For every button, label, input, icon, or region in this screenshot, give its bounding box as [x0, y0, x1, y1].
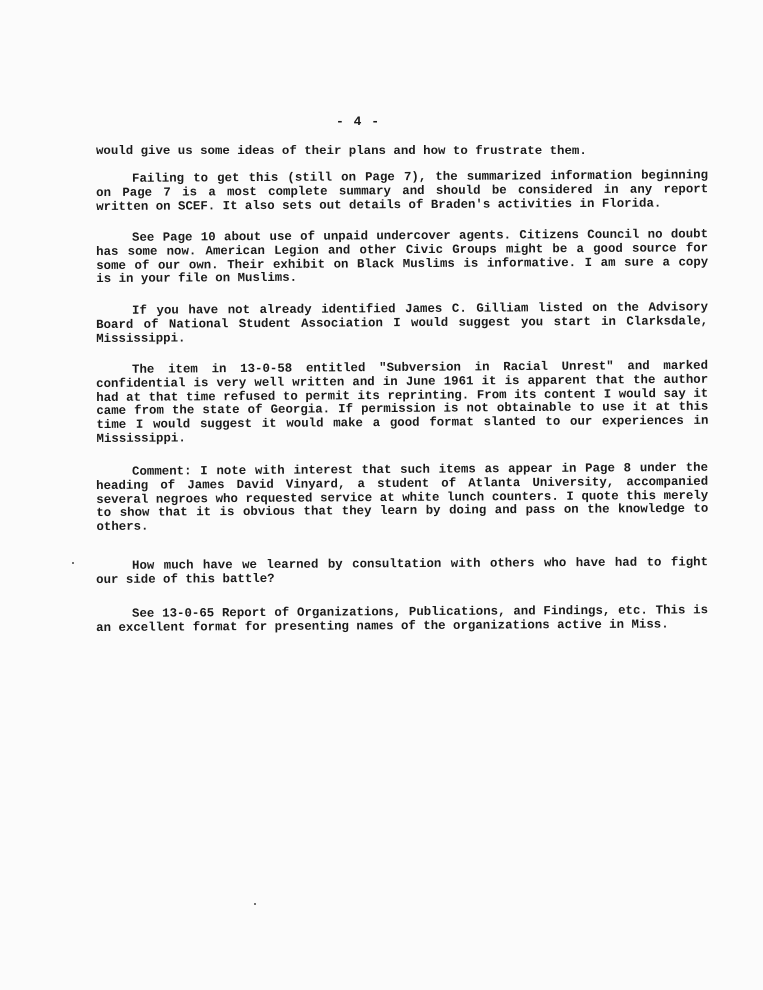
- scan-speck: [254, 903, 256, 905]
- paragraph-subversion-item: The item in 13-0-58 entitled "Subversion in Racial Unrest" and marked confidential is very well written and in June 1961 it is apparent that the author had at that time refused to permit its reprinting. From its content I would say it came from the state of Georgia. If permission is not obtainable to use it at this time I would suggest it would make a good format slanted to our experiences in Mississippi.: [96, 358, 709, 446]
- paragraph-failing-to-get: Failing to get this (still on Page 7), the summarized information beginning on Page 7 is a most complete summary and should be considered in any report written on SCEF. It also sets out details of Braden's activities in Florida.: [96, 168, 709, 214]
- page-number: - 4 -: [336, 114, 381, 129]
- scan-speck: [72, 562, 74, 564]
- paragraph-report-organizations: See 13-0-65 Report of Organizations, Publications, and Findings, etc. This is an excellent format for presenting names of the organizations active in Miss.: [96, 603, 709, 635]
- paragraph-continuation: would give us some ideas of their plans and how to frustrate them.: [96, 144, 587, 158]
- paragraph-page-10-agents: See Page 10 about use of unpaid undercover agents. Citizens Council no doubt has some now. American Legion and other Civic Groups might be a good source for some of our own. Their exhibit on Black Muslims is informative. I am sure a copy is in your file on Muslims.: [96, 227, 709, 287]
- paragraph-comment: Comment: I note with interest that such items as appear in Page 8 under the heading of James David Vinyard, a student of Atlanta University, accompanied several negroes who requested service at white lunch counters. I quote this merely to show that it is obvious that they learn by doing and pass on the knowledge to others.: [96, 460, 709, 535]
- paragraph-consultation: How much have we learned by consultation with others who have had to fight our side of this battle?: [96, 555, 709, 587]
- paragraph-gilliam: If you have not already identified James C. Gilliam listed on the Advisory Board of National Student Association I would suggest you start in Clarksdale, Mississippi.: [96, 300, 709, 346]
